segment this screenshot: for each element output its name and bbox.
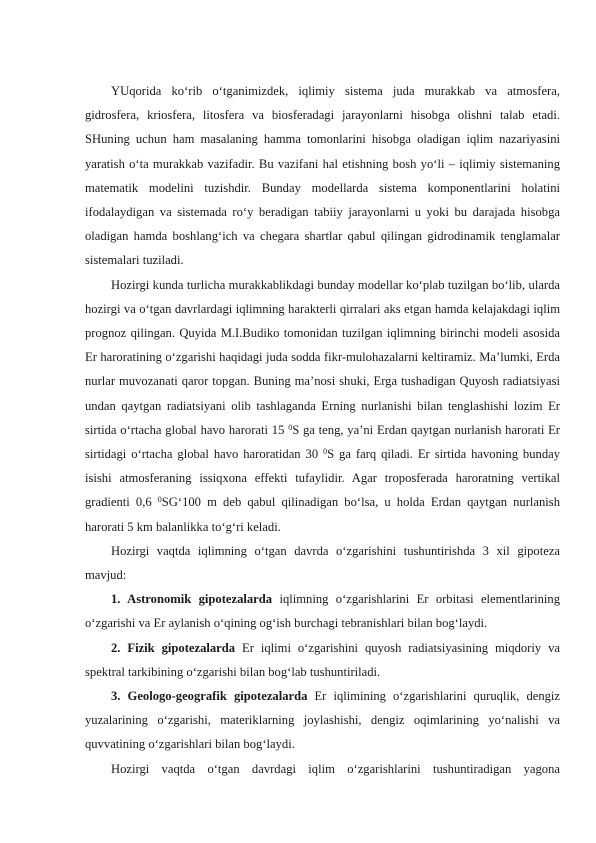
hypothesis-astronomic-title: 1. Astronomik gipotezalarda bbox=[111, 592, 273, 607]
paragraph-final: Hozirgi vaqtda o‘tgan davrdagi iqlim o‘zgarishlarini tushuntiradigan yagona bbox=[111, 761, 560, 776]
hypothesis-geologic-title: 3. Geologo-geografik gipotezalarda bbox=[111, 689, 308, 704]
hypothesis-geologic-text: Er iqlimining o‘zgarishlarini quruqlik, dengiz yuzalarining o‘zgarishi, materiklarning joylashishi, dengiz oqimlarining yo‘nalishi va quvvatining o‘zgarishlari bilan bog‘laydi. bbox=[85, 689, 561, 752]
paragraph-intro: YUqorida ko‘rib o‘tganimizdek, iqlimiy sistema juda murakkab va atmosfera, gidrosfera, kriosfera, litosfera va biosferadagi jarayonlarni hisobga olishni talab etadi. SHuning uchun ham masalaning hamma tomonlarini hisobga oladigan iqlim nazariyasini yaratish o‘ta murakkab vazifadir. Bu vazifani hal etishning bosh yo‘li – iqlimiy sistemaning matematik modelini tuzishdir. Bunday modellarda sistema komponentlarini holatini ifodalaydigan va sistemada ro‘y beradigan tabiiy jarayonlarni u yoki bu darajada hisobga oladigan hamda boshlang‘ich va chegara shartlar qabul qilingan gidrodinamik tenglamalar sistemalari tuziladi. bbox=[85, 84, 560, 268]
hypothesis-physical bbox=[85, 636, 560, 684]
hypothesis-geologic bbox=[85, 684, 560, 757]
degree-superscript: 0 bbox=[157, 495, 162, 505]
hypothesis-astronomic bbox=[85, 587, 560, 635]
paragraph-models-part-a: Hozirgi kunda turlicha murakkablikdagi bunday modellar ko‘plab tuzilgan bo‘lib, ularda hozirgi va o‘tgan davrlardagi iqlimning harakterli qirralari aks etgan hamda kelajakdagi iqlim prognoz qilingan. Quyida M.I.Budiko tomonidan tuzilgan iqlimning birinchi modeli asosida Er haroratining o‘zgarishi haqidagi juda sodda fikr-mulohazalarni keltiramiz. Ma’lumki, Erda nurlar muvozanati qaror topgan. Buning ma’nosi shuki, Erga tushadigan Quyosh radiatsiyasi undan qaytgan radiatsiyani olib tashlaganda Erning nurlanishi bilan tenglashishi lozim Er sirtida o‘rtacha global havo harorati 15 bbox=[85, 277, 560, 437]
document-page bbox=[85, 79, 560, 781]
paragraph-models-part-c: S ga farq qiladi. Er sirtida havoning bunday isishi atmosferaning issiqxona effekti tufaylidir. Agar troposferada haroratning vertikal gradienti 0,6 bbox=[85, 447, 561, 510]
paragraph-models bbox=[85, 273, 560, 539]
degree-superscript: 0 bbox=[323, 447, 328, 457]
paragraph-models-part-b: S ga teng, ya’ni Erdan qaytgan nurlanish harorati Er sirtidagi o‘rtacha global havo haroratidan 30 bbox=[85, 422, 560, 462]
hypothesis-physical-title: 2. Fizik gipotezalarda bbox=[111, 640, 236, 655]
paragraph-hypotheses-intro: Hozirgi vaqtda iqlimning o‘tgan davrda o‘zgarishini tushuntirishda 3 xil gipoteza mavjud: bbox=[85, 543, 560, 583]
paragraph-models-part-d: SG‘100 m deb qabul qilinadigan bo‘lsa, u holda Erdan qaytgan nurlanish harorati 5 km balanlikka to‘g‘ri keladi. bbox=[85, 495, 560, 534]
hypothesis-physical-text: Er iqlimi o‘zgarishini quyosh radiatsiyasining miqdoriy va spektral tarkibining o‘zgarishi bilan bog‘lab tushuntiriladi. bbox=[85, 640, 561, 679]
hypothesis-astronomic-text: iqlimning o‘zgarishlarini Er orbitasi elementlarining o‘zgarishi va Er aylanish o‘qining og‘ish burchagi tebranishlari bilan bog‘laydi. bbox=[85, 592, 560, 631]
degree-superscript: 0 bbox=[288, 422, 293, 432]
